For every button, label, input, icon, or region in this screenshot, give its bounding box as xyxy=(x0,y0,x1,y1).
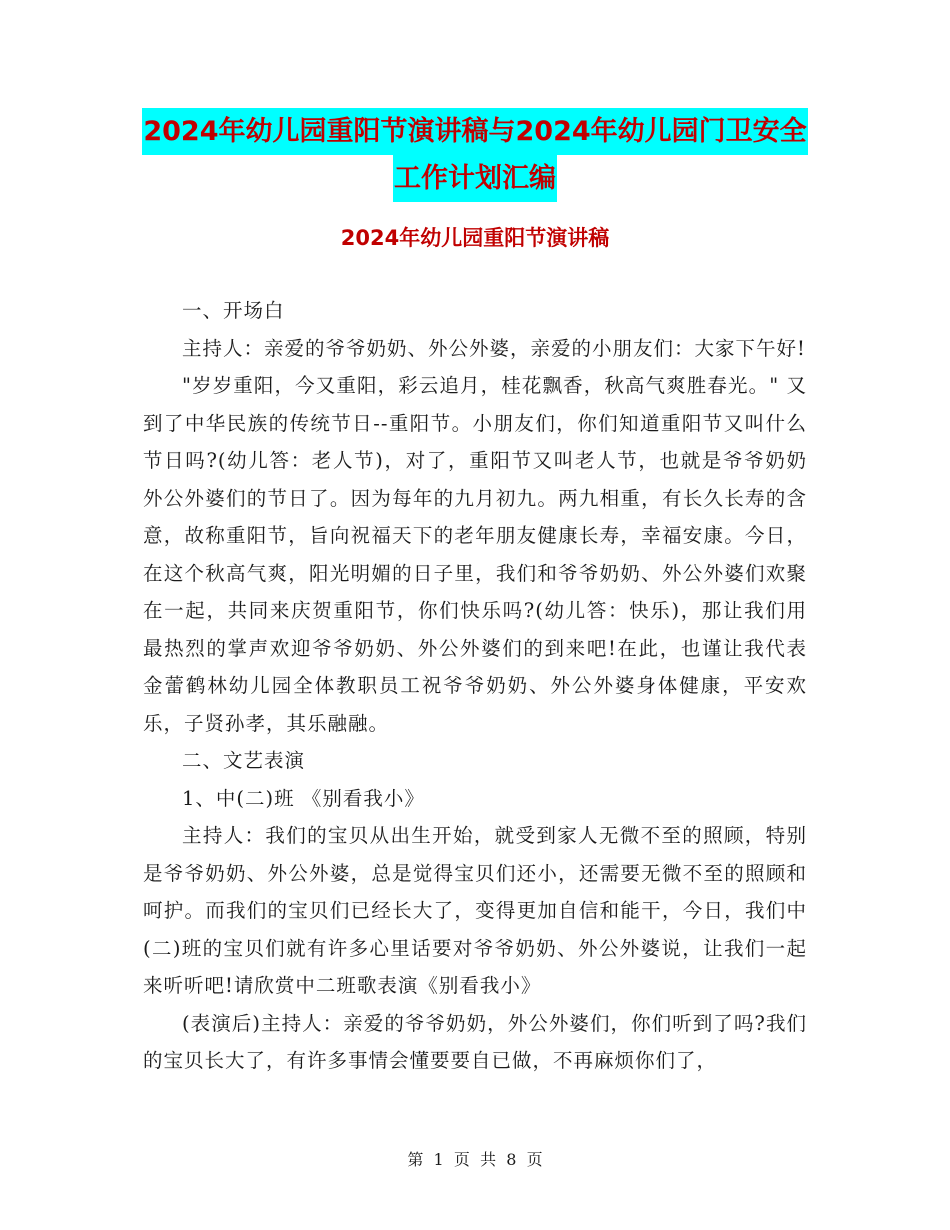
section-title: 2024年幼儿园重阳节演讲稿 xyxy=(340,226,610,250)
paragraph-festival-intro: "岁岁重阳，今又重阳，彩云追月，桂花飘香，秋高气爽胜春光。" 又到了中华民族的传统节日--重阳节。小朋友们，你们知道重阳节又叫什么节日吗?(幼儿答：老人节)，对了，重阳节又叫老人节，也就是爷爷奶奶外公外婆们的节日了。因为每年的九月初九。两九相重，有长久长寿的含意，故称重阳节，旨向祝福天下的老年朋友健康长寿，幸福安康。今日，在这个秋高气爽，阳光明媚的日子里，我们和爷爷奶奶、外公外婆们欢聚在一起，共同来庆贺重阳节，你们快乐吗?(幼儿答：快乐)，那让我们用最热烈的掌声欢迎爷爷奶奶、外公外婆们的到来吧!在此，也谨让我代表金蕾鹤林幼儿园全体教职员工祝爷爷奶奶、外公外婆身体健康，平安欢乐，子贤孙孝，其乐融融。 xyxy=(143,374,807,735)
document-title-line-1: 2024年幼儿园重阳节演讲稿与2024年幼儿园门卫安全 xyxy=(142,108,807,155)
paragraph-host-greeting: 主持人：亲爱的爷爷奶奶、外公外婆，亲爱的小朋友们：大家下午好! xyxy=(182,336,806,360)
program-item-1: 1、中(二)班 《别看我小》 xyxy=(182,786,425,810)
page-footer: 第 1 页 共 8 页 xyxy=(407,1150,543,1169)
heading-performance: 二、文艺表演 xyxy=(182,749,306,772)
document-body xyxy=(143,292,807,1080)
paragraph-host-intro-program: 主持人：我们的宝贝从出生开始，就受到家人无微不至的照顾，特别是爷爷奶奶、外公外婆，总是觉得宝贝们还小，还需要无微不至的照顾和呵护。而我们的宝贝们已经长大了，变得更加自信和能干，今日，我们中(二)班的宝贝们就有许多心里话要对爷爷奶奶、外公外婆说，让我们一起来听听吧!请欣赏中二班歌表演《别看我小》 xyxy=(143,824,807,997)
document-title xyxy=(0,108,950,202)
document-title-line-2: 工作计划汇编 xyxy=(393,155,557,202)
paragraph-after-performance: (表演后)主持人：亲爱的爷爷奶奶，外公外婆们，你们听到了吗?我们的宝贝长大了，有许多事情会懂要要自已做，不再麻烦你们了， xyxy=(143,1011,807,1072)
heading-opening: 一、开场白 xyxy=(182,299,285,322)
